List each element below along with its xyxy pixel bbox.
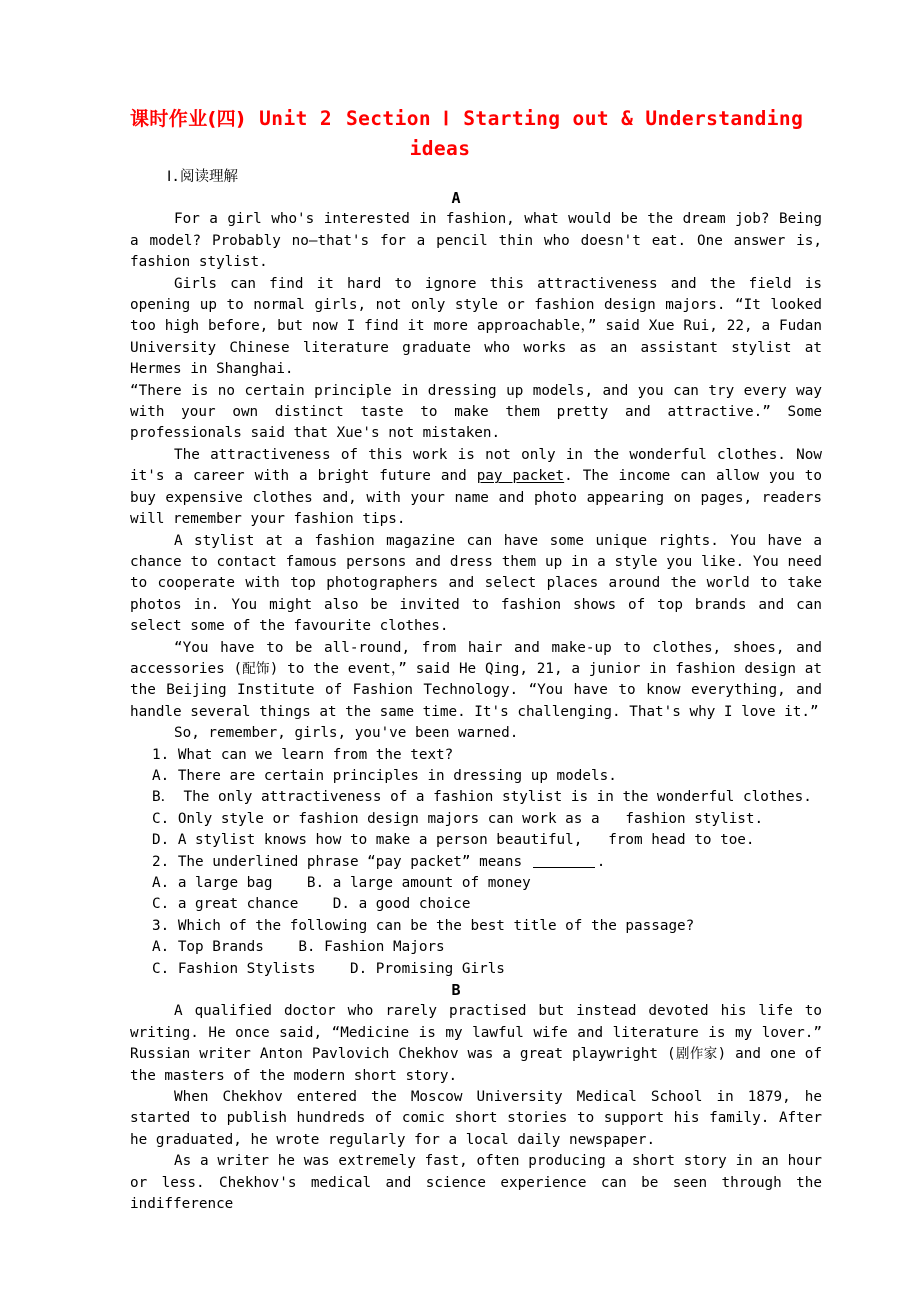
passage-a-paragraph-3: “There is no certain principle in dressing up models, and you can try every way with your own distinct taste to make them pretty and attractive.” Some professionals said that Xue's not mistaken. — [130, 382, 822, 442]
passage-b-p1-post: ) and one of the masters of the modern short story. — [130, 1046, 822, 1084]
answer-blank[interactable] — [533, 867, 595, 868]
question-3-option-cd[interactable]: C. Fashion Stylists D. Promising Girls — [152, 960, 505, 977]
passage-b-paragraph-2: When Chekhov entered the Moscow University Medical School in 1879, he started to publish hundreds of comic short stories to support his family. After he graduated, he wrote regularly for a local daily newspaper. — [130, 1089, 822, 1148]
page-title-line-2: ideas — [409, 137, 471, 160]
passage-b-p1-gloss: 剧作家 — [675, 1046, 718, 1063]
question-2-stem — [130, 852, 822, 873]
passage-a-paragraph-2: Girls can find it hard to ignore this attractiveness and the field is opening up to normal girls, not only style or fashion design majors. “It looked too high before, but now I find it more approachable，” said Xue Rui, 22, a Fudan University Chinese literature graduate who works as an assistant stylist at Hermes in Shanghai. — [130, 275, 822, 378]
passage-a-paragraph-6 — [130, 638, 822, 724]
question-3-stem: 3. Which of the following can be the best title of the passage? — [152, 917, 695, 934]
page-title-line-1 — [130, 104, 804, 134]
question-2-stem-pre: 2. The underlined phrase “pay packet” means — [152, 853, 531, 870]
page-title-topic: Starting out & Understanding — [463, 107, 804, 130]
page-title-section: Section Ⅰ — [346, 107, 450, 130]
passage-a-heading: A — [451, 189, 461, 207]
question-3-option-ab[interactable]: A. Top Brands B. Fashion Majors — [152, 939, 445, 956]
passage-a-paragraph-7: So, remember, girls, you've been warned. — [174, 725, 519, 742]
passage-a-paragraph-5: A stylist at a fashion magazine can have some unique rights. You have a chance to contact famous persons and dress them up in a style you like. You need to cooperate with top photographers and select places around the world to take photos in. You might also be invited to fashion shows of top brands and can select some of the favourite clothes. — [130, 532, 822, 635]
passage-a-p4-pre: The attractiveness of this work is not only in the wonderful clothes. Now it's a career with a bright future and — [130, 446, 822, 485]
passage-b-paragraph-3: As a writer he was extremely fast, often producing a short story in an hour or less. Chekhov's medical and science experience can be seen through the indifference — [130, 1153, 822, 1213]
section-label — [167, 167, 238, 188]
question-1-option-c[interactable]: C. Only style or fashion design majors can work as a fashion stylist. — [152, 810, 764, 827]
passage-b-p1-pre: A qualified doctor who rarely practised but instead devoted his life to writing. He once said, “Medicine is my lawful wife and literature is my lover.” Russian writer Anton Pavlovich Chekhov was a great playwright ( — [130, 1003, 822, 1063]
document-body — [130, 188, 822, 1216]
question-1-option-a[interactable]: A. There are certain principles in dressing up models. — [152, 767, 617, 784]
page-title-cn: 课时作业(四) — [130, 108, 246, 130]
passage-a-p6-post: ) to the event，” said He Qing, 21, a junior in fashion design at the Beijing Institute of Fashion Technology. “You have to know everything, and handle several things at the same time. It's challenging. That's why I love it.” — [130, 660, 823, 720]
question-1-option-d[interactable]: D. A stylist knows how to make a person beautiful, from head to toe. — [152, 832, 755, 849]
passage-b-heading: B — [451, 981, 461, 1000]
page-title — [130, 104, 804, 163]
passage-a-p4-post: . The income can allow you to buy expensive clothes and, with your name and photo appearing on pages, readers will remember your fashion tips. — [130, 468, 822, 528]
passage-a-p6-gloss: 配饰 — [242, 660, 270, 677]
question-2-option-ab[interactable]: A. a large bag B. a large amount of money — [152, 875, 531, 891]
question-2-stem-post: . — [596, 853, 606, 870]
question-1-option-b[interactable]: B． The only attractiveness of a fashion stylist is in the wonderful clothes. — [152, 789, 812, 806]
passage-b-paragraph-1 — [130, 1001, 822, 1087]
passage-a-p6-pre: “You have to be all-round, from hair and make-up to clothes, shoes, and accessories ( — [130, 639, 822, 677]
underlined-phrase-pay-packet: pay packet — [476, 468, 565, 485]
section-label-numeral: Ⅰ. — [167, 169, 181, 185]
section-label-cn: 阅读理解 — [180, 169, 239, 185]
question-1-stem: 1. What can we learn from the text? — [152, 746, 454, 763]
page-title-unit: Unit 2 — [259, 107, 333, 130]
question-2-option-cd[interactable]: C. a great chance D. a good choice — [152, 896, 471, 913]
passage-a-paragraph-1: For a girl who's interested in fashion, what would be the dream job? Being a model? Probably no—that's for a pencil thin who doesn't eat. One answer is, fashion stylist. — [130, 211, 822, 271]
passage-a-paragraph-4 — [130, 445, 822, 531]
